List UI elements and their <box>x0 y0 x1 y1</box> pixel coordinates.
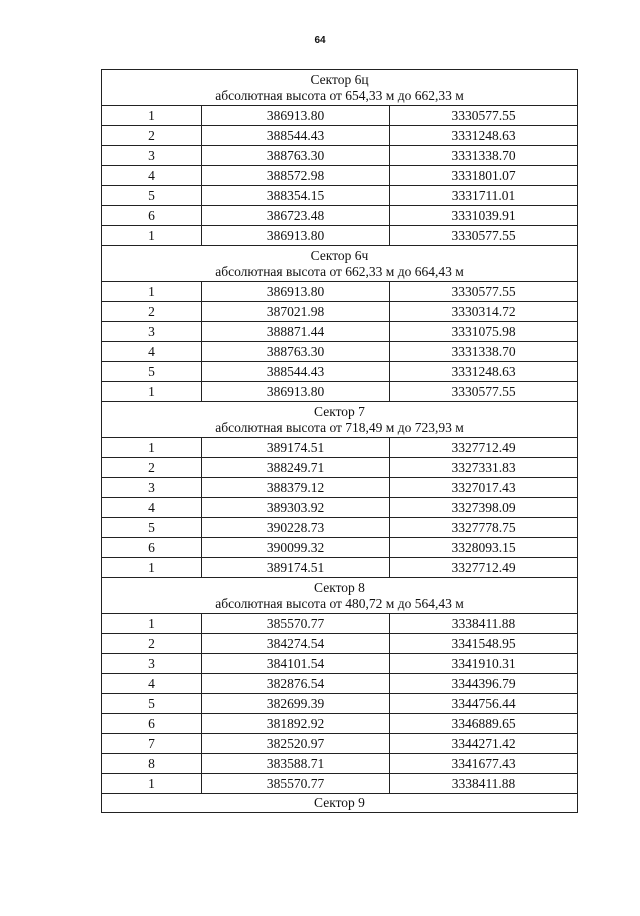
coordinate-x-cell: 383588.71 <box>202 754 390 774</box>
coordinate-y-cell: 3330314.72 <box>390 302 578 322</box>
coordinate-x-cell: 385570.77 <box>202 774 390 794</box>
point-number-cell: 1 <box>102 774 202 794</box>
section-altitude-range: абсолютная высота от 718,49 м до 723,93 м <box>215 419 464 435</box>
table-row <box>102 206 578 226</box>
coordinate-y-cell: 3331801.07 <box>390 166 578 186</box>
point-number-cell: 2 <box>102 302 202 322</box>
coordinate-x-cell: 387021.98 <box>202 302 390 322</box>
coordinate-y-cell: 3330577.55 <box>390 282 578 302</box>
section-altitude-range: абсолютная высота от 654,33 м до 662,33 м <box>215 87 464 103</box>
coordinate-x-cell: 390099.32 <box>202 538 390 558</box>
section-header <box>102 402 578 438</box>
coordinate-y-cell: 3341677.43 <box>390 754 578 774</box>
point-number-cell: 6 <box>102 538 202 558</box>
table-row <box>102 226 578 246</box>
coordinate-x-cell: 382520.97 <box>202 734 390 754</box>
table-row <box>102 382 578 402</box>
coordinates-table-body <box>102 70 578 813</box>
point-number-cell: 4 <box>102 166 202 186</box>
coordinate-x-cell: 388544.43 <box>202 362 390 382</box>
coordinate-x-cell: 381892.92 <box>202 714 390 734</box>
coordinate-x-cell: 386723.48 <box>202 206 390 226</box>
coordinate-y-cell: 3341910.31 <box>390 654 578 674</box>
coordinate-x-cell: 382876.54 <box>202 674 390 694</box>
table-row <box>102 614 578 634</box>
coordinate-y-cell: 3327712.49 <box>390 558 578 578</box>
section-header <box>102 794 578 813</box>
table-row <box>102 734 578 754</box>
point-number-cell: 3 <box>102 322 202 342</box>
coordinate-x-cell: 388249.71 <box>202 458 390 478</box>
table-row <box>102 674 578 694</box>
coordinate-y-cell: 3346889.65 <box>390 714 578 734</box>
coordinate-x-cell: 382699.39 <box>202 694 390 714</box>
table-row <box>102 754 578 774</box>
coordinate-x-cell: 386913.80 <box>202 106 390 126</box>
coordinate-y-cell: 3327017.43 <box>390 478 578 498</box>
point-number-cell: 8 <box>102 754 202 774</box>
coordinate-x-cell: 385570.77 <box>202 614 390 634</box>
point-number-cell: 5 <box>102 186 202 206</box>
table-row <box>102 302 578 322</box>
coordinate-y-cell: 3341548.95 <box>390 634 578 654</box>
coordinate-y-cell: 3344271.42 <box>390 734 578 754</box>
coordinate-x-cell: 389174.51 <box>202 438 390 458</box>
point-number-cell: 1 <box>102 282 202 302</box>
table-row <box>102 458 578 478</box>
coordinate-x-cell: 388871.44 <box>202 322 390 342</box>
table-row <box>102 714 578 734</box>
table-row <box>102 438 578 458</box>
section-title: Сектор 6ц <box>310 71 369 87</box>
point-number-cell: 4 <box>102 342 202 362</box>
table-row <box>102 478 578 498</box>
coordinate-y-cell: 3331039.91 <box>390 206 578 226</box>
coordinate-x-cell: 388572.98 <box>202 166 390 186</box>
section-header-cell <box>102 578 578 614</box>
coordinate-x-cell: 386913.80 <box>202 282 390 302</box>
point-number-cell: 1 <box>102 226 202 246</box>
table-row <box>102 106 578 126</box>
coordinate-x-cell: 390228.73 <box>202 518 390 538</box>
coordinate-x-cell: 389174.51 <box>202 558 390 578</box>
point-number-cell: 2 <box>102 126 202 146</box>
coordinate-x-cell: 384274.54 <box>202 634 390 654</box>
point-number-cell: 6 <box>102 714 202 734</box>
table-row <box>102 774 578 794</box>
point-number-cell: 3 <box>102 654 202 674</box>
table-row <box>102 146 578 166</box>
point-number-cell: 7 <box>102 734 202 754</box>
coordinate-x-cell: 386913.80 <box>202 226 390 246</box>
section-altitude-range: абсолютная высота от 662,33 м до 664,43 м <box>215 263 464 279</box>
table-row <box>102 694 578 714</box>
table-row <box>102 362 578 382</box>
point-number-cell: 1 <box>102 106 202 126</box>
coordinate-y-cell: 3331338.70 <box>390 146 578 166</box>
point-number-cell: 1 <box>102 558 202 578</box>
coordinate-x-cell: 388763.30 <box>202 342 390 362</box>
coordinate-x-cell: 389303.92 <box>202 498 390 518</box>
coordinate-y-cell: 3327712.49 <box>390 438 578 458</box>
coordinate-y-cell: 3331338.70 <box>390 342 578 362</box>
section-header <box>102 70 578 106</box>
table-row <box>102 126 578 146</box>
coordinate-y-cell: 3330577.55 <box>390 226 578 246</box>
coordinate-y-cell: 3338411.88 <box>390 614 578 634</box>
section-header-cell <box>102 402 578 438</box>
section-header-cell <box>102 794 578 813</box>
coordinate-x-cell: 388544.43 <box>202 126 390 146</box>
coordinate-y-cell: 3344756.44 <box>390 694 578 714</box>
coordinate-x-cell: 388763.30 <box>202 146 390 166</box>
coordinate-y-cell: 3338411.88 <box>390 774 578 794</box>
table-row <box>102 166 578 186</box>
section-title: Сектор 7 <box>314 403 365 419</box>
point-number-cell: 2 <box>102 458 202 478</box>
page-number: 64 <box>314 35 326 46</box>
coordinate-y-cell: 3330577.55 <box>390 106 578 126</box>
point-number-cell: 1 <box>102 382 202 402</box>
coordinate-x-cell: 388354.15 <box>202 186 390 206</box>
coordinate-y-cell: 3344396.79 <box>390 674 578 694</box>
point-number-cell: 4 <box>102 498 202 518</box>
table-row <box>102 518 578 538</box>
section-header <box>102 246 578 282</box>
table-row <box>102 322 578 342</box>
point-number-cell: 5 <box>102 362 202 382</box>
table-row <box>102 538 578 558</box>
table-row <box>102 498 578 518</box>
coordinate-x-cell: 384101.54 <box>202 654 390 674</box>
table-row <box>102 654 578 674</box>
table-row <box>102 282 578 302</box>
point-number-cell: 6 <box>102 206 202 226</box>
section-altitude-range: абсолютная высота от 480,72 м до 564,43 м <box>215 595 464 611</box>
section-header-cell <box>102 70 578 106</box>
coordinate-x-cell: 388379.12 <box>202 478 390 498</box>
coordinate-y-cell: 3330577.55 <box>390 382 578 402</box>
section-title: Сектор 9 <box>314 795 365 810</box>
point-number-cell: 3 <box>102 146 202 166</box>
point-number-cell: 1 <box>102 614 202 634</box>
coordinate-y-cell: 3327778.75 <box>390 518 578 538</box>
coordinate-y-cell: 3328093.15 <box>390 538 578 558</box>
coordinate-y-cell: 3331075.98 <box>390 322 578 342</box>
coordinates-table <box>101 69 578 813</box>
table-row <box>102 342 578 362</box>
point-number-cell: 4 <box>102 674 202 694</box>
coordinate-y-cell: 3327331.83 <box>390 458 578 478</box>
point-number-cell: 5 <box>102 694 202 714</box>
point-number-cell: 3 <box>102 478 202 498</box>
section-header-cell <box>102 246 578 282</box>
point-number-cell: 5 <box>102 518 202 538</box>
table-row <box>102 558 578 578</box>
coordinate-x-cell: 386913.80 <box>202 382 390 402</box>
coordinate-y-cell: 3331711.01 <box>390 186 578 206</box>
coordinate-y-cell: 3327398.09 <box>390 498 578 518</box>
point-number-cell: 2 <box>102 634 202 654</box>
coordinate-y-cell: 3331248.63 <box>390 126 578 146</box>
table-row <box>102 634 578 654</box>
section-header <box>102 578 578 614</box>
section-title: Сектор 6ч <box>310 247 369 263</box>
point-number-cell: 1 <box>102 438 202 458</box>
table-row <box>102 186 578 206</box>
coordinate-y-cell: 3331248.63 <box>390 362 578 382</box>
section-title: Сектор 8 <box>314 579 365 595</box>
